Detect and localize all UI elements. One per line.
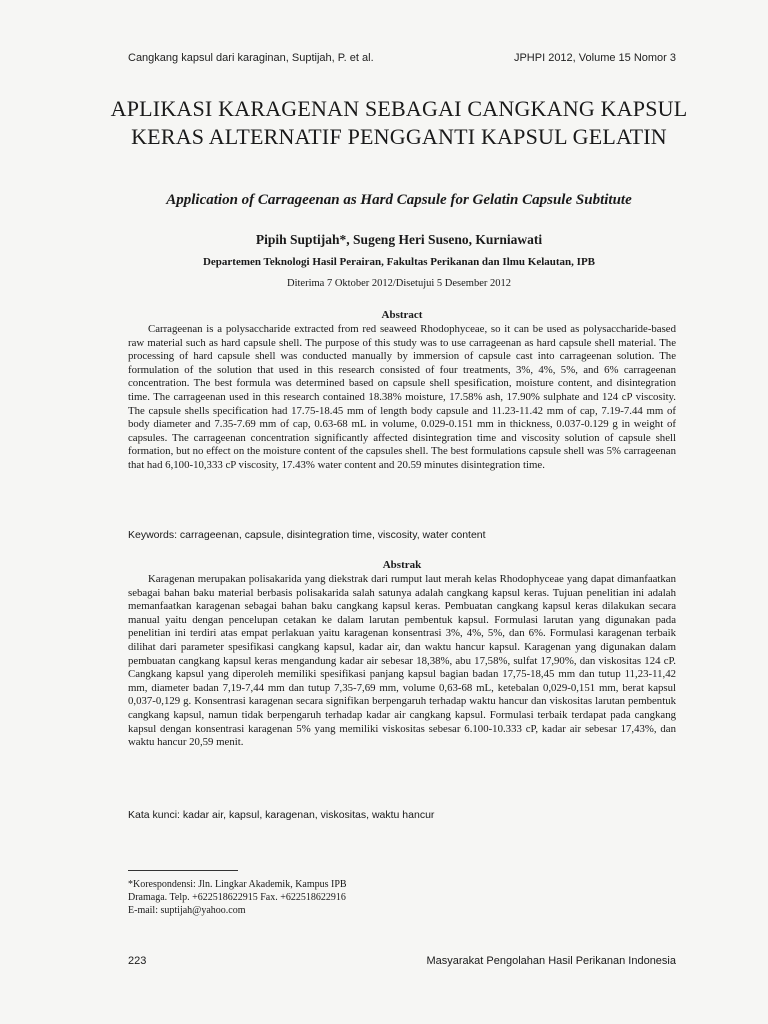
running-head-right: JPHPI 2012, Volume 15 Nomor 3 bbox=[513, 52, 676, 64]
affiliation: Departemen Teknologi Hasil Perairan, Fakultas Perikanan dan Ilmu Kelautan, IPB bbox=[202, 256, 596, 268]
abstract-keywords: Keywords: carrageenan, capsule, disintegration time, viscosity, water content bbox=[128, 529, 486, 541]
abstrak-keywords: Kata kunci: kadar air, kapsul, karagenan, viskositas, waktu hancur bbox=[128, 809, 435, 821]
page-number: 223 bbox=[128, 955, 147, 967]
running-head-left: Cangkang kapsul dari karaginan, Suptijah, P. et al. bbox=[128, 52, 374, 64]
abstract-text: Carrageenan is a polysaccharide extracted from red seaweed Rhodophyceae, so it can be used as polysaccharide-based raw material such as hard capsule shell. The purpose of this study was to use carrageenan as hard capsule shell material. The processing of hard capsule shell was conducted manually by immersion of capsule cast into carrageenan solution. The formulation of the solution that used in this research consisted of four treatments, 3%, 4%, 5%, and 6% carrageenan concentration. The best formula was determined based on capsule shell spesification, moisture content, and disintegration time. The carrageenan used in this research contained 18.38% moisture, 17.58% ash, 17.90% sulphate and 124 cP viscosity. The capsule shells specification had 17.75-18.45 mm of length body capsule and 11.23-11.42 mm of cap, 7.19-7.44 mm of body diameter and 7.35-7.69 mm of cap, 0.63-68 mL in volume, 0.029-0.151 mm in thickness, 0.037-0.129 g in weight of capsules. The carrageenan concentration significantly affected disintegration time and viscosity solution of capsule shell formation, but no effect on the moisture content of the capsules shell. The best formulations capsule shell was 5% carrageenan that had 6,100-10,333 cP viscosity, 17.43% water content and 20.59 minutes disintegration time. bbox=[128, 323, 676, 471]
abstrak-heading: Abstrak bbox=[382, 559, 422, 571]
footnote-divider bbox=[128, 870, 238, 871]
page-footer bbox=[128, 955, 676, 967]
paper-subtitle: Application of Carrageenan as Hard Capsule for Gelatin Capsule Subtitute bbox=[166, 192, 632, 208]
authors: Pipih Suptijah*, Sugeng Heri Suseno, Kurniawati bbox=[255, 232, 543, 247]
correspondence-footnote bbox=[128, 878, 408, 917]
footnote-address: *Korespondensi: Jln. Lingkar Akademik, Kampus IPB bbox=[128, 879, 347, 890]
footnote-email: E-mail: suptijah@yahoo.com bbox=[128, 905, 246, 916]
footnote-phone: Dramaga. Telp. +622518622915 Fax. +622518622916 bbox=[128, 892, 346, 903]
abstrak-text: Karagenan merupakan polisakarida yang diekstrak dari rumput laut merah kelas Rhodophyceae yang dapat dimanfaatkan sebagai bahan baku material berbasis polisakarida salah satunya adalah cangkang kapsul keras. Tujuan penelitian ini adalah memanfaatkan karagenan sebagai bahan baku cangkang kapsul keras. Pembuatan cangkang kapsul keras dilakukan secara manual yaitu dengan pencelupan cetakan ke dalam larutan pembentuk kapsul. Formulasi larutan yang digunakan pada penelitian ini terdiri atas empat perlakuan yaitu karagenan konsentrasi 3%, 4%, 5%, dan 6%. Formulasi karagenan terbaik dilihat dari parameter spesifikasi cangkang kapsul, kadar air, dan waktu hancur kapsul. Karagenan yang digunakan dalam pembuatan cangkang kapsul keras mengandung kadar air sebesar 18,38%, abu 17,58%, sulfat 17,90%, dan viskositas 124 cP. Cangkang kapsul yang diperoleh memiliki spesifikasi panjang kapsul bagian badan 17,75-18,45 mm dan tutup 11,23-11,42 mm, diameter badan 7,19-7,44 mm dan tutup 7,35-7,69 mm, volume 0,63-68 mL, ketebalan 0,029-0,151 mm, berat kapsul 0,037-0,129 g. Konsentrasi karagenan secara signifikan berpengaruh terhadap waktu hancur dan viskositas larutan pembentuk cangkang kapsul, namun tidak berpengaruh terhadap kadar air cangkang kapsul. Formulasi terbaik terdapat pada cangkang kapsul dengan konsentrasi karagenan 5% yang memiliki viskositas sebesar 6.100-10.333 cP, kadar air sebesar 17,43%, dan waktu hancur 20,59 menit. bbox=[128, 573, 676, 749]
paper-title: APLIKASI KARAGENAN SEBAGAI CANGKANG KAPSUL KERAS ALTERNATIF PENGGANTI KAPSUL GELATIN bbox=[110, 96, 688, 149]
abstract-heading: Abstract bbox=[381, 309, 423, 321]
publisher-name: Masyarakat Pengolahan Hasil Perikanan Indonesia bbox=[426, 955, 676, 967]
received-accepted-dates: Diterima 7 Oktober 2012/Disetujui 5 Desember 2012 bbox=[287, 278, 511, 289]
running-head bbox=[128, 52, 676, 64]
